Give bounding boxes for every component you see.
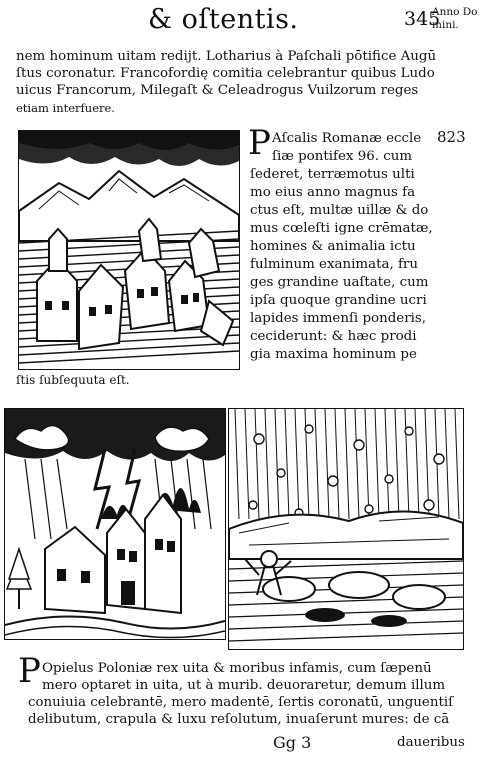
margin-note-line: Anno Do — [432, 6, 478, 18]
text-line: nem hominum uitam rediјt. Lotharius à Paſchali pōtifice Augū — [16, 49, 437, 64]
text-line: mus cœleſti igne crēmatæ, — [250, 221, 433, 236]
margin-note — [432, 6, 500, 32]
running-title: & oſtentis. — [148, 4, 299, 35]
text-line: mo eius anno magnus fa — [250, 185, 416, 200]
text-line: Aſcalis Romanæ eccle — [272, 131, 422, 146]
text-line: ceciderunt: & hæc prodi — [250, 329, 417, 344]
text-line: delibutum, crapula & luxu reſolutum, inuaſerunt mures: de cā — [28, 712, 450, 727]
text-line: fulminum exanimata, fru — [250, 257, 418, 272]
catchword: daueribus — [397, 735, 465, 750]
text-line: mero optaret in uita, ut à murib. deuoraretur, demum illum — [42, 678, 446, 693]
margin-note-line: mini. — [432, 19, 459, 31]
text-line: ſederet, terræmotus ulti — [250, 167, 415, 182]
woodcut-fire-image — [4, 408, 226, 640]
year-margin-note: 823 — [437, 128, 466, 146]
text-line: ſiæ pontifex 96. cum — [272, 149, 413, 164]
drop-cap: P — [248, 123, 271, 163]
page-number: 345 — [404, 8, 441, 30]
text-line: ſtus coronatur. Francofordię comitia celebrantur quibus Ludo — [16, 66, 435, 81]
text-line: lapides immenſi ponderis, — [250, 311, 427, 326]
text-line: uicus Francorum, Milegaſt & Celeadrogus Vuilzorum reges — [16, 83, 419, 98]
signature-mark: Gg 3 — [273, 733, 312, 752]
text-line: gia maxima hominum pe — [250, 347, 417, 362]
text-line: ipſa quoque grandine ucri — [250, 293, 427, 308]
text-line: Opielus Poloniæ rex uita & moribus infamis, cum ſæpenū — [42, 661, 432, 676]
text-line: ſtis ſubſequuta eſt. — [16, 373, 130, 387]
text-line: homines & animalia ictu — [250, 239, 416, 254]
woodcut-hailstorm-image — [228, 408, 464, 650]
text-line: ctus eſt, multæ uillæ & do — [250, 203, 429, 218]
text-line: conuiuia celebrantē, mero madentē, ſertis coronatū, unguentiſ — [28, 695, 454, 710]
text-line: ges grandine uaſtate, cum — [250, 275, 429, 290]
drop-cap: P — [18, 651, 41, 691]
woodcut-earthquake-image — [18, 130, 240, 370]
text-line: etiam interfuere. — [16, 101, 115, 115]
